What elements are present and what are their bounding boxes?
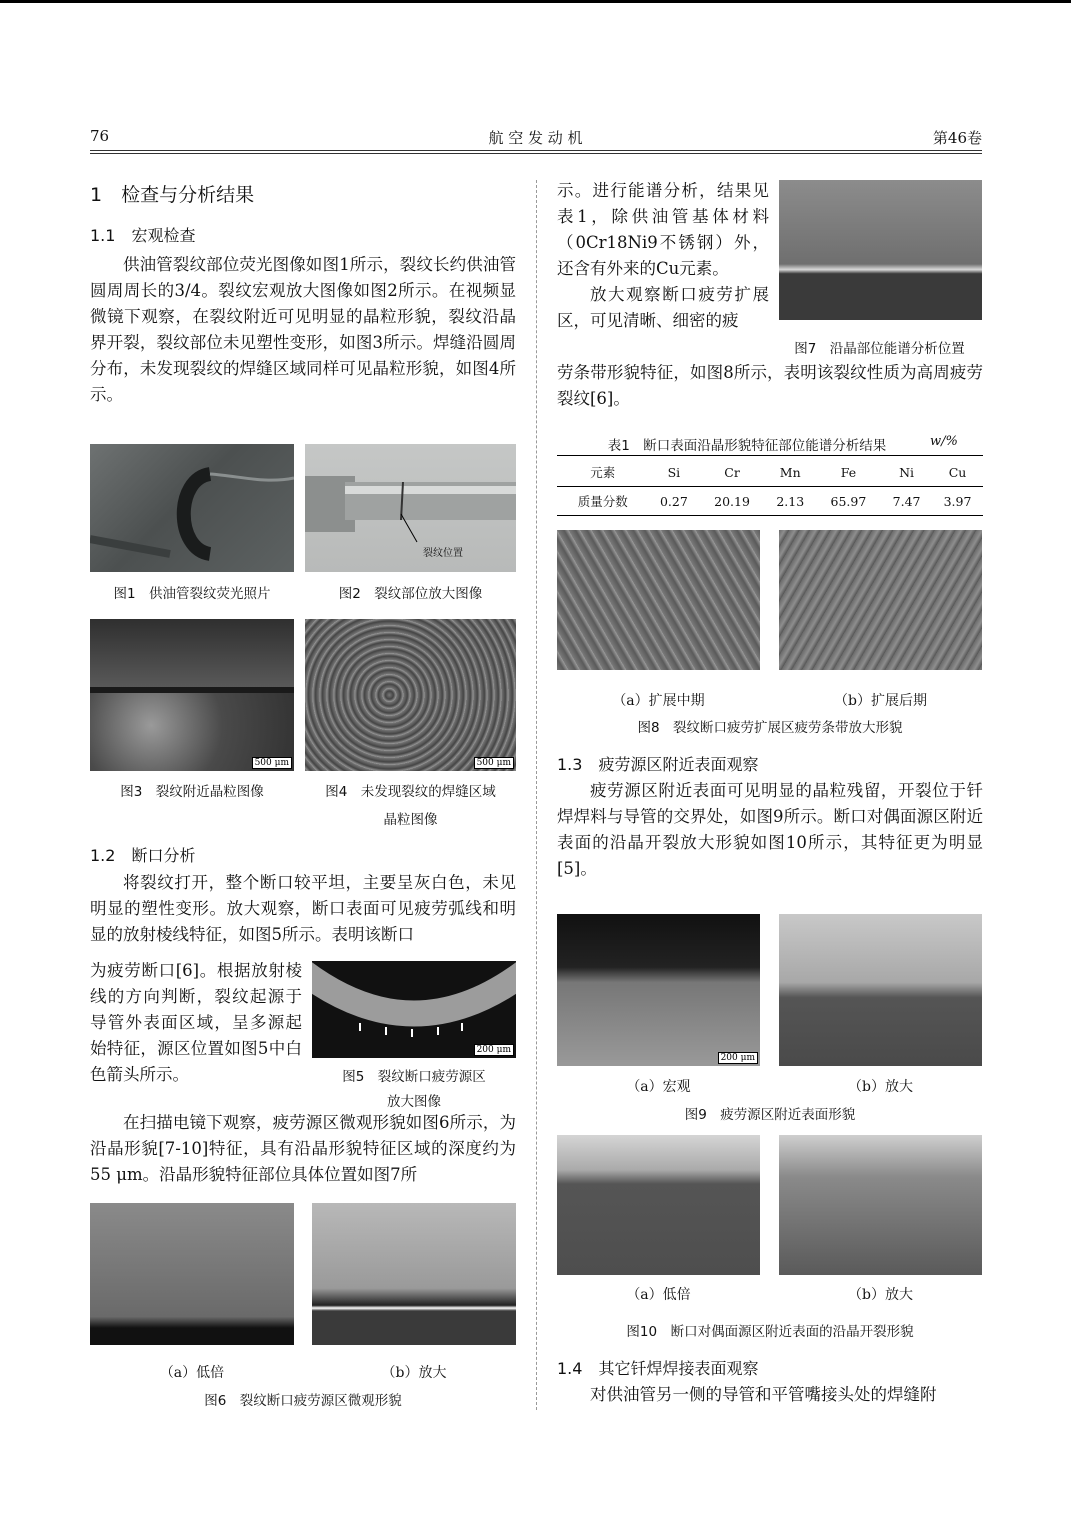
table-header-row <box>557 458 983 487</box>
scale-bar-fig4: 500 μm <box>474 757 514 769</box>
page-number: 76 <box>90 127 110 145</box>
volume-label: 第46卷 <box>932 129 982 147</box>
table-cell: 2.13 <box>776 493 805 509</box>
paragraph-5-wrap: 放大观察断口疲劳扩展区，可见清晰、细密的疲 <box>557 285 769 330</box>
figure-10-caption: 图10 断口对偶面源区附近表面的沿晶开裂形貌 <box>626 1324 914 1340</box>
table-cell: 质量分数 <box>577 494 628 509</box>
figure-4-caption-line1: 图4 未发现裂纹的焊缝区域 <box>325 784 496 800</box>
pipe-crack-photo <box>90 444 294 572</box>
section-1-4-title: 1.4 其它钎焊焊接表面观察 <box>557 1359 759 1378</box>
scale-bar-fig3: 500 μm <box>252 757 292 769</box>
figure-3-caption: 图3 裂纹附近晶粒图像 <box>120 784 264 800</box>
table-1-unit: w/% <box>930 434 958 449</box>
figure-8-caption: 图8 裂纹断口疲劳扩展区疲劳条带放大形貌 <box>637 720 903 736</box>
paragraph-1: 供油管裂纹部位荧光图像如图1所示，裂纹长约供油管圆周周长的3/4。裂纹宏观放大图像如图2所示。在视频显微镜下观察，在裂纹附近可见明显的晶粒形貌，裂纹沿晶界开裂，裂纹部位未见塑性变形，如图3所示。焊缝沿圆周分布，未发现裂纹的焊缝区域同样可见晶粒形貌，如图4所示。 <box>90 255 516 404</box>
figure-2-caption: 图2 裂纹部位放大图像 <box>338 586 483 602</box>
top-border <box>0 0 1071 3</box>
column-divider <box>536 180 537 1410</box>
figure-9a-label: （a）宏观 <box>626 1079 691 1095</box>
table-cell: Cu <box>948 464 967 480</box>
table-row <box>557 487 983 516</box>
table-1-title: 表1 断口表面沿晶形貌特征部位能谱分析结果 <box>607 438 887 454</box>
header-rule <box>90 150 982 151</box>
figure-5-image <box>312 961 516 1058</box>
table-cell: 7.47 <box>892 493 921 509</box>
figure-3-image <box>90 619 294 771</box>
table-cell: Cr <box>724 464 740 480</box>
section-1-title: 1 检查与分析结果 <box>90 184 255 206</box>
figure-1-image <box>90 444 294 572</box>
figure-10a-label: （a）低倍 <box>626 1287 691 1303</box>
section-1-2-title: 1.2 断口分析 <box>90 846 196 865</box>
figure-8b-image <box>779 530 982 670</box>
figure-6-caption: 图6 裂纹断口疲劳源区微观形貌 <box>204 1393 402 1409</box>
crack-location-label: 裂纹位置 <box>423 548 463 559</box>
figure-8b-label: （b）扩展后期 <box>834 693 927 709</box>
section-1-3-title: 1.3 疲劳源区附近表面观察 <box>557 755 759 774</box>
figure-4-caption-line2: 晶粒图像 <box>383 812 438 828</box>
figure-9-caption: 图9 疲劳源区附近表面形貌 <box>684 1107 856 1123</box>
table-cell: Fe <box>840 464 857 480</box>
figure-6b-image <box>312 1203 516 1345</box>
figure-2-image <box>305 444 516 572</box>
figure-5-caption-line1: 图5 裂纹断口疲劳源区 <box>342 1069 486 1085</box>
paragraph-2: 将裂纹打开，整个断口较平坦，主要呈灰白色，未见明显的塑性变形。放大观察，断口表面可见疲劳弧线和明显的放射棱线特征，如图5所示。表明该断口 <box>90 873 516 944</box>
table-cell: 元素 <box>590 465 616 480</box>
table-cell: 0.27 <box>659 493 688 509</box>
figure-10b-image <box>779 1135 982 1275</box>
figure-6b-label: （b）放大 <box>381 1365 447 1381</box>
table-cell: 20.19 <box>714 493 750 509</box>
paragraph-7: 对供油管另一侧的导管和平管嘴接头处的焊缝附 <box>590 1385 937 1404</box>
figure-7-caption: 图7 沿晶部位能谱分析位置 <box>794 341 965 357</box>
section-1-1-title: 1.1 宏观检查 <box>90 226 196 245</box>
journal-title: 航 空 发 动 机 <box>488 129 583 147</box>
figure-7-image <box>779 180 982 320</box>
paragraph-4: 示。进行能谱分析，结果见表1，除供油管基体材料（0Cr18Ni9不锈钢）外，还含有外来的Cu元素。 <box>557 181 769 278</box>
paragraph-2-wrap: 为疲劳断口[6]。根据放射棱线的方向判断，裂纹起源于导管外表面区域，呈多源起始特征，源区位置如图5中白色箭头所示。 <box>90 961 302 1084</box>
paragraph-6: 疲劳源区附近表面可见明显的晶粒残留，开裂位于钎焊焊料与导管的交界处，如图9所示。断口对偶面源区附近表面的沿晶开裂放大形貌如图10所示，其特征更为明显[5]。 <box>557 781 983 878</box>
header-rule-2 <box>90 153 982 154</box>
figure-8a-label: （a）扩展中期 <box>612 693 705 709</box>
figure-8a-image <box>557 530 760 670</box>
figure-10b-label: （b）放大 <box>848 1287 913 1303</box>
figure-1-caption: 图1 供油管裂纹荧光照片 <box>113 586 271 602</box>
table-cell: 65.97 <box>830 493 867 509</box>
paragraph-5: 劳条带形貌特征，如图8所示，表明该裂纹性质为高周疲劳裂纹[6]。 <box>557 363 983 408</box>
figure-4-image <box>305 619 516 771</box>
table-1 <box>557 458 983 516</box>
pipe-photo <box>305 444 516 572</box>
table-cell: 3.97 <box>943 493 972 509</box>
scale-bar-fig9: 200 μm <box>718 1052 758 1064</box>
paragraph-3: 在扫描电镜下观察，疲劳源区微观形貌如图6所示，为沿晶形貌[7-10]特征，具有沿晶形貌特征区域的深度约为55 μm。沿晶形貌特征部位具体位置如图7所 <box>90 1113 516 1184</box>
table-cell: Mn <box>779 464 801 480</box>
figure-9a-image <box>557 914 760 1066</box>
figure-5-caption-line2: 放大图像 <box>387 1094 441 1110</box>
table-cell: Si <box>667 464 681 480</box>
table-cell: Ni <box>899 464 915 480</box>
figure-9b-image <box>779 914 982 1066</box>
figure-9b-label: （b）放大 <box>848 1079 913 1095</box>
figure-6a-label: （a）低倍 <box>159 1365 225 1381</box>
figure-6a-image <box>90 1203 294 1345</box>
scale-bar-fig5: 200 μm <box>474 1044 514 1056</box>
figure-10a-image <box>557 1135 760 1275</box>
